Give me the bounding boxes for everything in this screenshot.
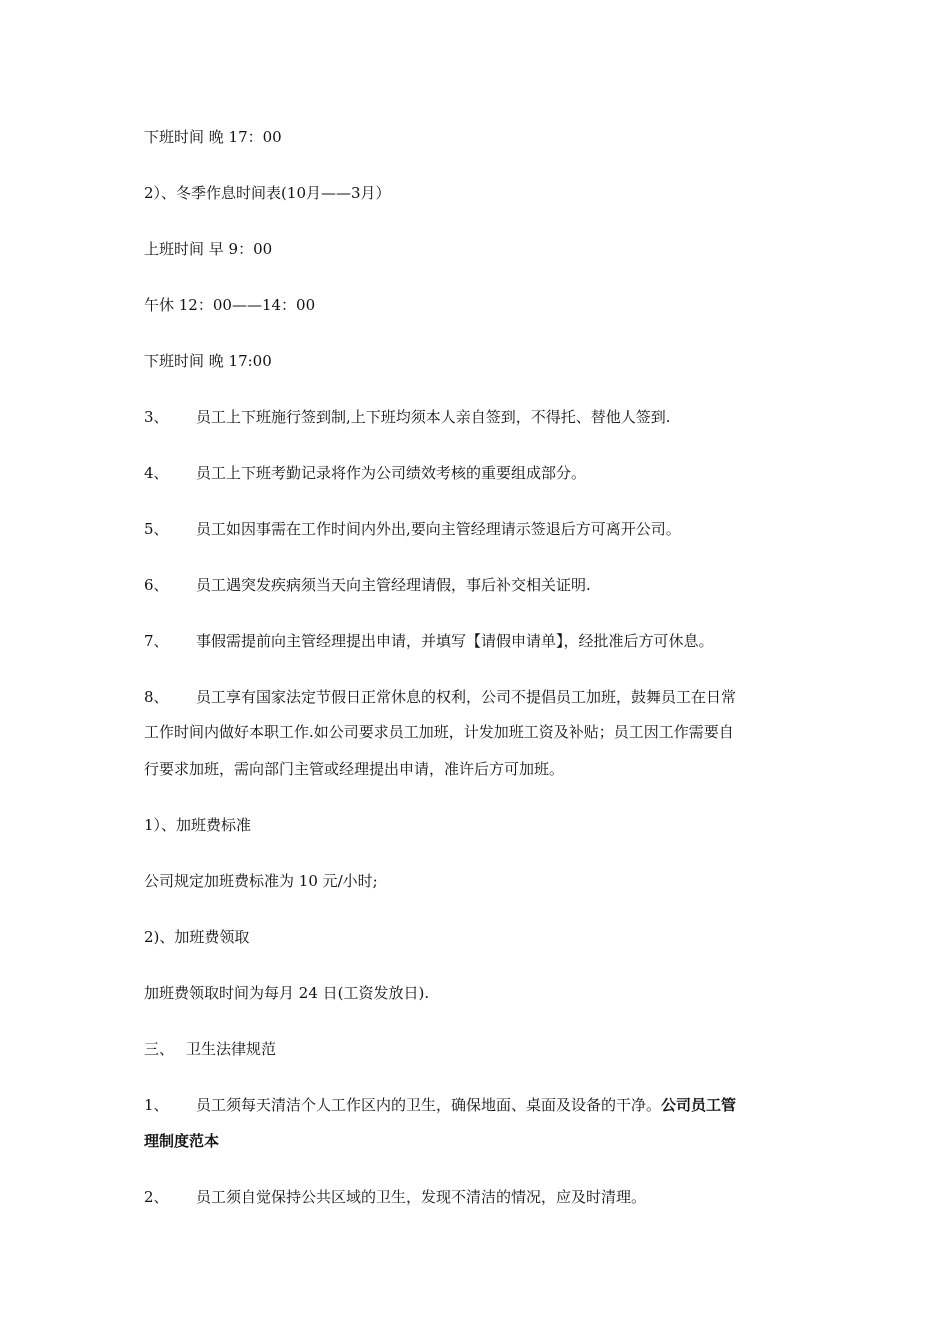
paragraph-text: 员工上下班考勤记录将作为公司绩效考核的重要组成部分。 (196, 464, 587, 482)
overtime-pay-body: 加班费领取时间为每月 24 日(工资发放日). (144, 984, 430, 1002)
hygiene-item-1-line-2: 理制度范本 (144, 1132, 220, 1150)
paragraph-text: 员工须自觉保持公共区域的卫生，发现不清洁的情况，应及时清理。 (196, 1188, 647, 1206)
paragraph-8-line-3: 行要求加班，需向部门主管或经理提出申请，准许后方可加班。 (144, 760, 565, 778)
paragraph-4 (144, 463, 586, 483)
hygiene-item-2 (144, 1187, 646, 1207)
paragraph-3 (144, 407, 671, 427)
on-work-time-line: 上班时间 早 9：00 (144, 240, 273, 258)
paragraph-6 (144, 575, 591, 595)
paragraph-number: 7、 (144, 632, 169, 650)
paragraph-text: 员工如因事需在工作时间内外出,要向主管经理请示签退后方可离开公司。 (196, 520, 681, 538)
off-work-time-line-2: 下班时间 晚 17:00 (144, 352, 272, 370)
overtime-standard-body: 公司规定加班费标准为 10 元/小时; (144, 872, 378, 890)
paragraph-number: 2、 (144, 1188, 169, 1206)
paragraph-text: 事假需提前向主管经理提出申请，并填写【请假申请单】，经批准后方可休息。 (196, 632, 714, 650)
hygiene-item-1-line-1 (144, 1095, 736, 1115)
paragraph-text: 员工上下班施行签到制,上下班均须本人亲自签到，不得托、替他人签到. (196, 408, 671, 426)
overtime-standard-heading: 1）、加班费标准 (144, 816, 252, 834)
lunch-break-line: 午休 12：00——14：00 (144, 296, 316, 314)
paragraph-text: 员工遇突发疾病须当天向主管经理请假，事后补交相关证明. (196, 576, 591, 594)
bold-inline-title: 公司员工管 (661, 1096, 737, 1114)
paragraph-number: 3、 (144, 408, 169, 426)
section-3-heading (144, 1039, 276, 1059)
paragraph-5 (144, 519, 681, 539)
winter-schedule-heading: 2）、冬季作息时间表(10月——3月） (144, 184, 391, 202)
section-title: 卫生法律规范 (186, 1040, 277, 1058)
off-work-time-line: 下班时间 晚 17：00 (144, 128, 282, 146)
paragraph-number: 8、 (144, 688, 169, 706)
paragraph-text: 员工享有国家法定节假日正常休息的权利，公司不提倡员工加班，鼓舞员工在日常 (196, 688, 737, 706)
paragraph-number: 6、 (144, 576, 169, 594)
section-number: 三、 (144, 1040, 175, 1058)
paragraph-7 (144, 631, 714, 651)
paragraph-text: 员工须每天清洁个人工作区内的卫生，确保地面、桌面及设备的干净。 (196, 1096, 662, 1114)
paragraph-number: 4、 (144, 464, 169, 482)
paragraph-number: 5、 (144, 520, 169, 538)
paragraph-number: 1、 (144, 1096, 169, 1114)
overtime-pay-heading: 2)、加班费领取 (144, 928, 250, 946)
paragraph-8-line-2: 工作时间内做好本职工作.如公司要求员工加班，计发加班工资及补贴；员工因工作需要自 (144, 723, 734, 741)
paragraph-8-line-1 (144, 687, 736, 707)
